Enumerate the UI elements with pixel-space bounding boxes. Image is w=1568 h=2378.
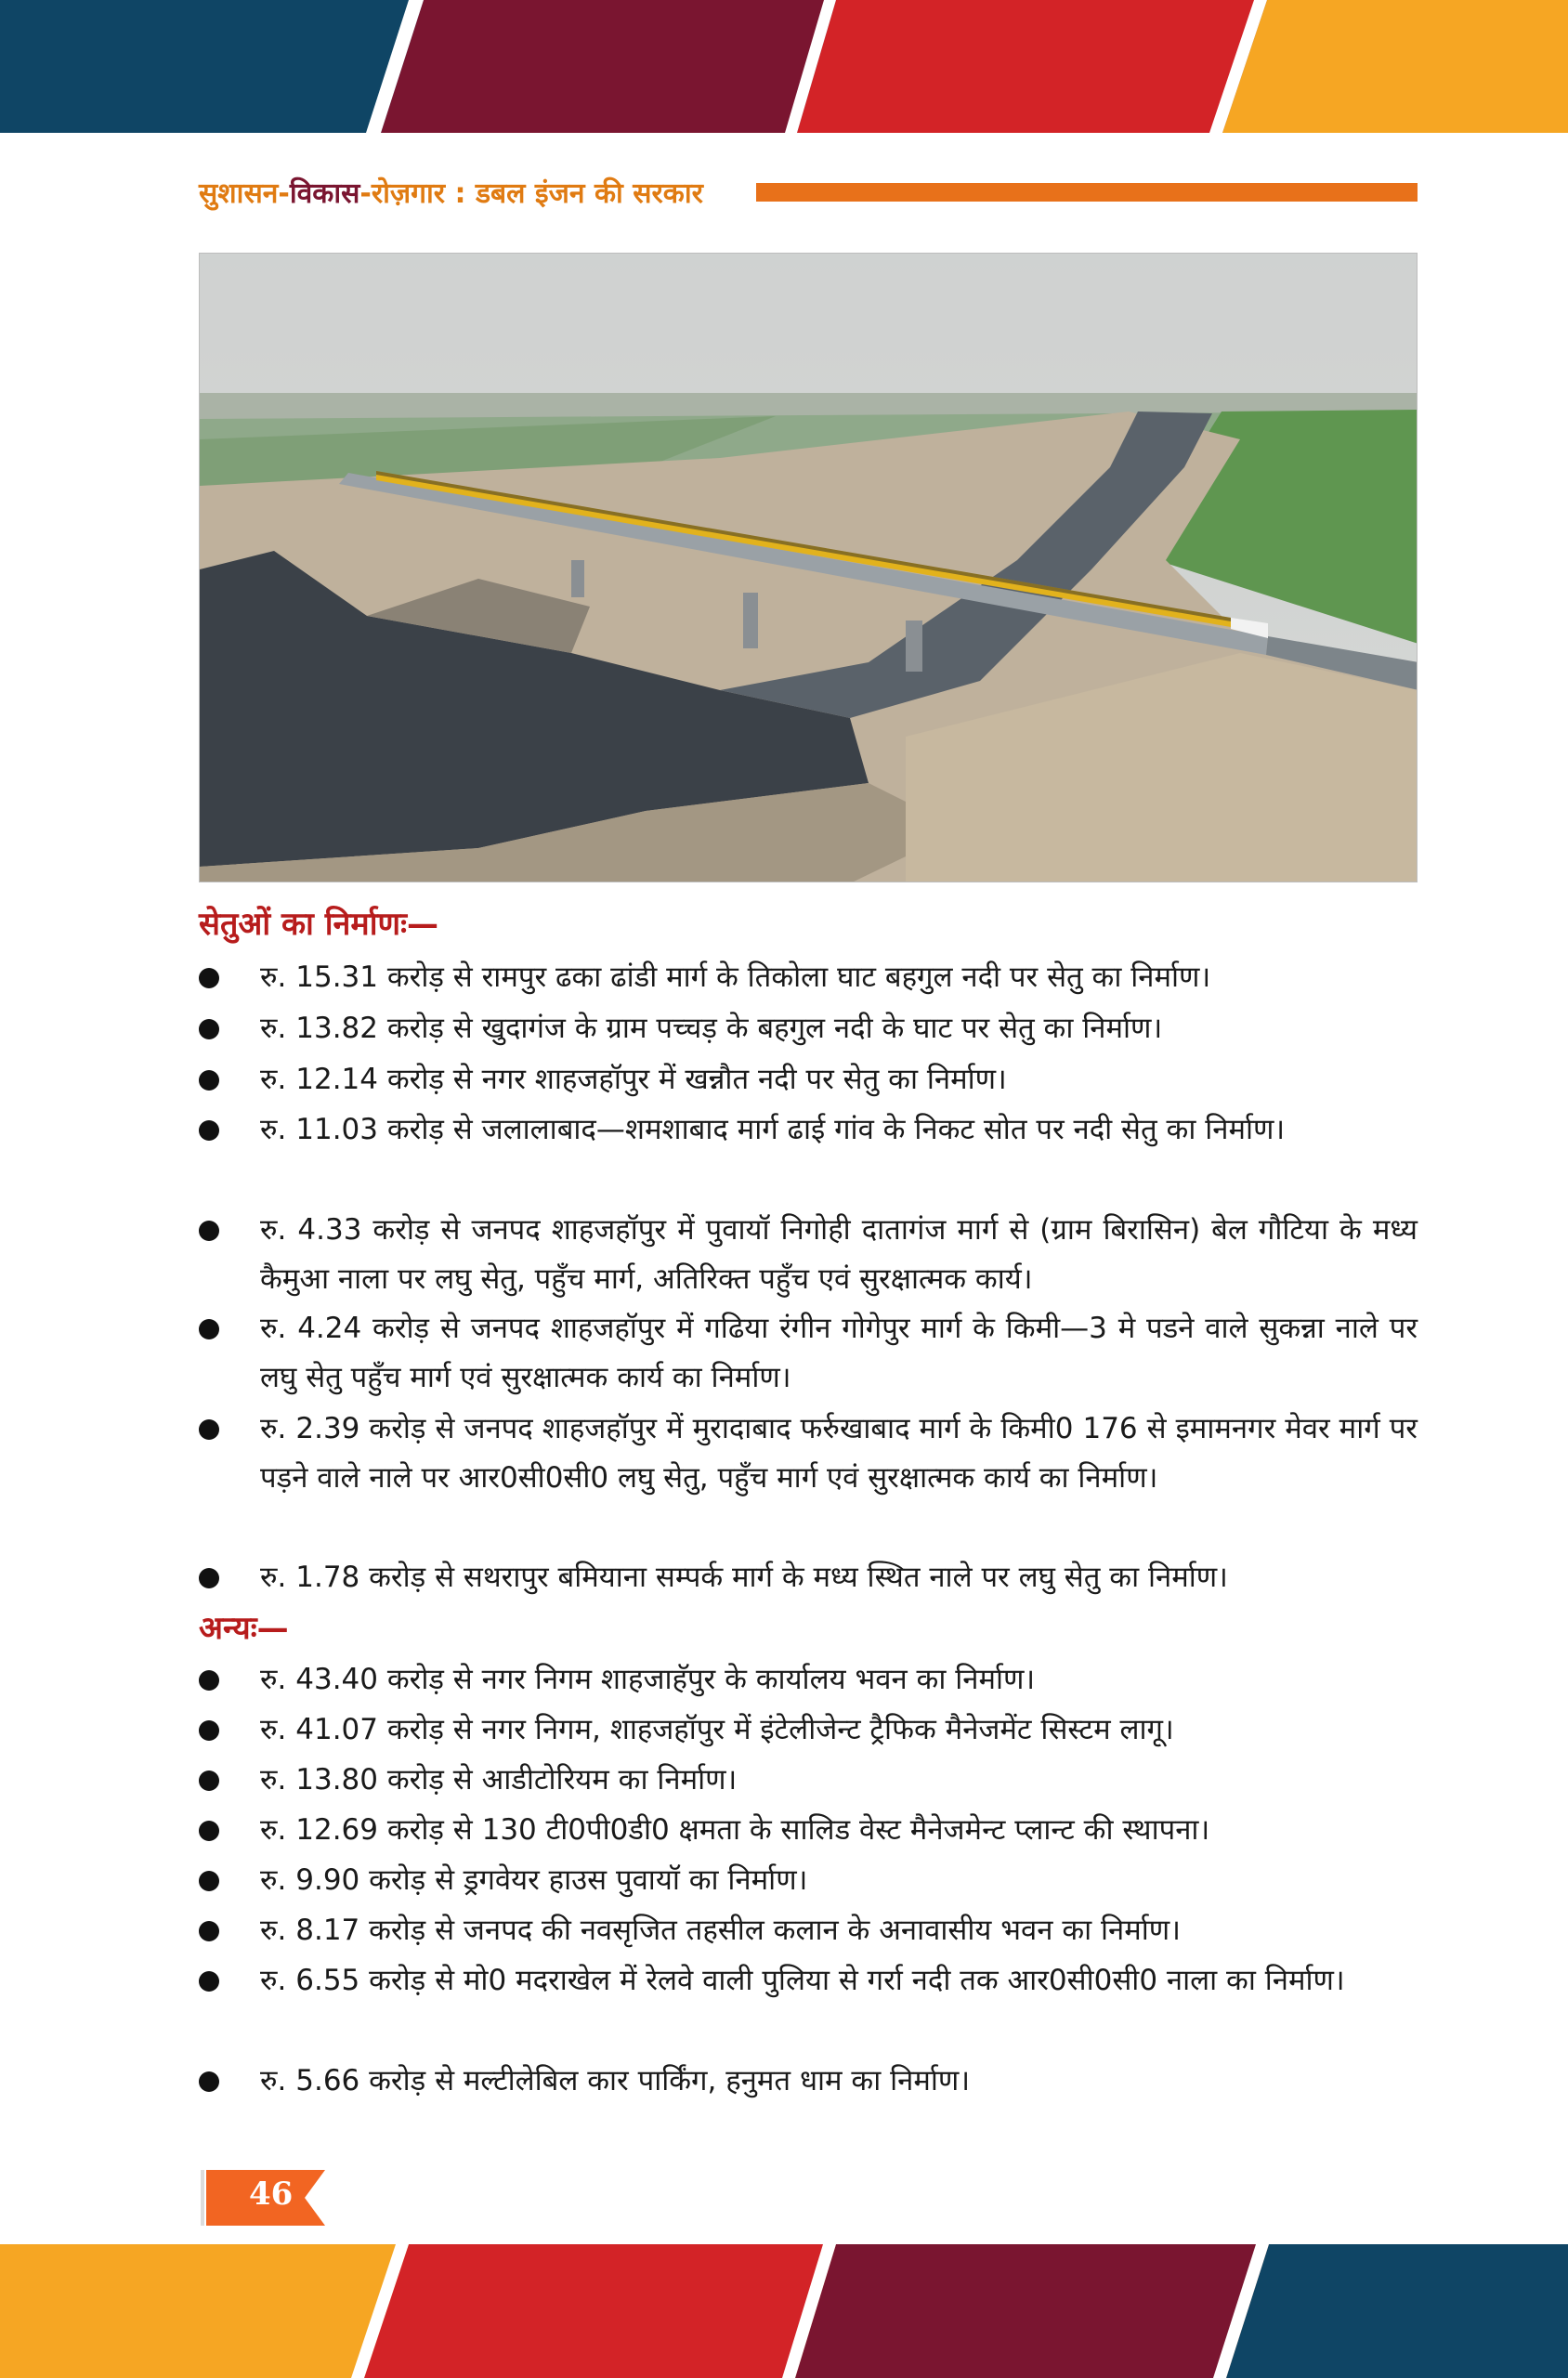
bullet-dot	[199, 1821, 219, 1841]
page-number: 46	[249, 2175, 294, 2213]
bullet-dot	[199, 1670, 219, 1691]
bullet-dot	[199, 1971, 219, 1992]
bullet-dot	[199, 2071, 219, 2092]
list-item-text: रु. 12.69 करोड़ से 130 टी0पी0डी0 क्षमता के सालिड वेस्ट मैनेजमेन्ट प्लान्ट की स्थापना।	[260, 1813, 1210, 1847]
top-color-band	[0, 0, 1568, 133]
list-item-text: रु. 15.31 करोड़ से रामपुर ढका ढांडी मार्ग के तिकोला घाट बहगुल नदी पर सेतु का निर्माण।	[260, 960, 1211, 994]
list-item-text: रु. 8.17 करोड़ से जनपद की नवसृजित तहसील कलान के अनावासीय भवन का निर्माण।	[260, 1914, 1181, 1947]
list-item-text: रु. 4.24 करोड़ से जनपद शाहजहॉपुर में गढिया रंगीन गोगेपुर मार्ग के किमी—3 मे पडने वाले सुकन्ना नाले पर लघु सेतु पहुँच मार्ग एवं सुरक्षात्मक कार्य का निर्माण।	[260, 1312, 1418, 1394]
bullet-dot	[199, 1770, 219, 1791]
list-item-text: रु. 5.66 करोड़ से मल्टीलेबिल कार पार्किंग, हनुमत धाम का निर्माण।	[260, 2064, 971, 2097]
header-title-part3: -रोज़गार : डबल इंजन की सरकार	[359, 177, 703, 210]
header-rule	[756, 183, 1418, 202]
list-item-text: रु. 12.14 करोड़ से नगर शाहजहॉपुर में खन्नौत नदी पर सेतु का निर्माण।	[260, 1063, 1007, 1096]
list-item-text: रु. 13.80 करोड़ से आडीटोरियम का निर्माण।	[260, 1763, 738, 1797]
section-heading-others: अन्यः—	[199, 1610, 289, 1647]
bridge-photo	[199, 253, 1418, 882]
header-title-part2: विकास	[289, 177, 360, 210]
list-item-text: रु. 11.03 करोड़ से जलालाबाद—शमशाबाद मार्ग ढाई गांव के निकट सोत पर नदी सेतु का निर्माण।	[260, 1113, 1286, 1146]
list-item-text: रु. 13.82 करोड़ से खुदागंज के ग्राम पच्चड़ के बहगुल नदी के घाट पर सेतु का निर्माण।	[260, 1012, 1163, 1045]
list-item-text: रु. 41.07 करोड़ से नगर निगम, शाहजहॉपुर में इंटेलीजेन्ट ट्रैफिक मैनेजमेंट सिस्टम लागू।	[260, 1713, 1174, 1746]
bottom-color-band	[0, 2244, 1568, 2378]
list-item-text: रु. 4.33 करोड़ से जनपद शाहजहॉपुर में पुवायॉ निगोही दातागंज मार्ग से (ग्राम बिरासिन) बेल गौटिया के मध्य कैमुआ नाला पर लघु सेतु, पहुँच मार्ग, अतिरिक्त पहुँच एवं सुरक्षात्मक कार्य।	[260, 1213, 1418, 1296]
bullet-dot	[199, 1568, 219, 1588]
bullet-dot	[199, 968, 219, 988]
bullet-dot	[199, 1221, 219, 1241]
list-item-text: रु. 43.40 करोड़ से नगर निगम शाहजाहॅपुर के कार्यालय भवन का निर्माण।	[260, 1663, 1036, 1696]
bullet-dot	[199, 1070, 219, 1091]
header-title-part1: सुशासन-	[199, 177, 290, 210]
bullet-dot	[199, 1419, 219, 1440]
page-header-title	[199, 173, 703, 211]
bullet-dot	[199, 1871, 219, 1891]
bullet-dot	[199, 1120, 219, 1141]
bullet-dot	[199, 1319, 219, 1339]
list-item-text: रु. 9.90 करोड़ से ड्रगवेयर हाउस पुवायॉ का निर्माण।	[260, 1863, 808, 1897]
list-item-text: रु. 6.55 करोड़ से मो0 मदराखेल में रेलवे वाली पुलिया से गर्रा नदी तक आर0सी0सी0 नाला का निर्माण।	[260, 1964, 1345, 1997]
bullet-dot	[199, 1720, 219, 1741]
list-item-text: रु. 1.78 करोड़ से सथरापुर बमियाना सम्पर्क मार्ग के मध्य स्थित नाले पर लघु सेतु का निर्माण।	[260, 1561, 1228, 1594]
bullet-dot	[199, 1019, 219, 1039]
list-item-text: रु. 2.39 करोड़ से जनपद शाहजहॉपुर में मुरादाबाद फर्रुखाबाद मार्ग के किमी0 176 से इमामनगर मेवर मार्ग पर पड़ने वाले नाले पर आर0सी0सी0 लघु सेतु, पहुँच मार्ग एवं सुरक्षात्मक कार्य का निर्माण।	[260, 1412, 1418, 1495]
section-heading-bridges: सेतुओं का निर्माणः—	[199, 906, 438, 943]
bullet-dot	[199, 1921, 219, 1941]
